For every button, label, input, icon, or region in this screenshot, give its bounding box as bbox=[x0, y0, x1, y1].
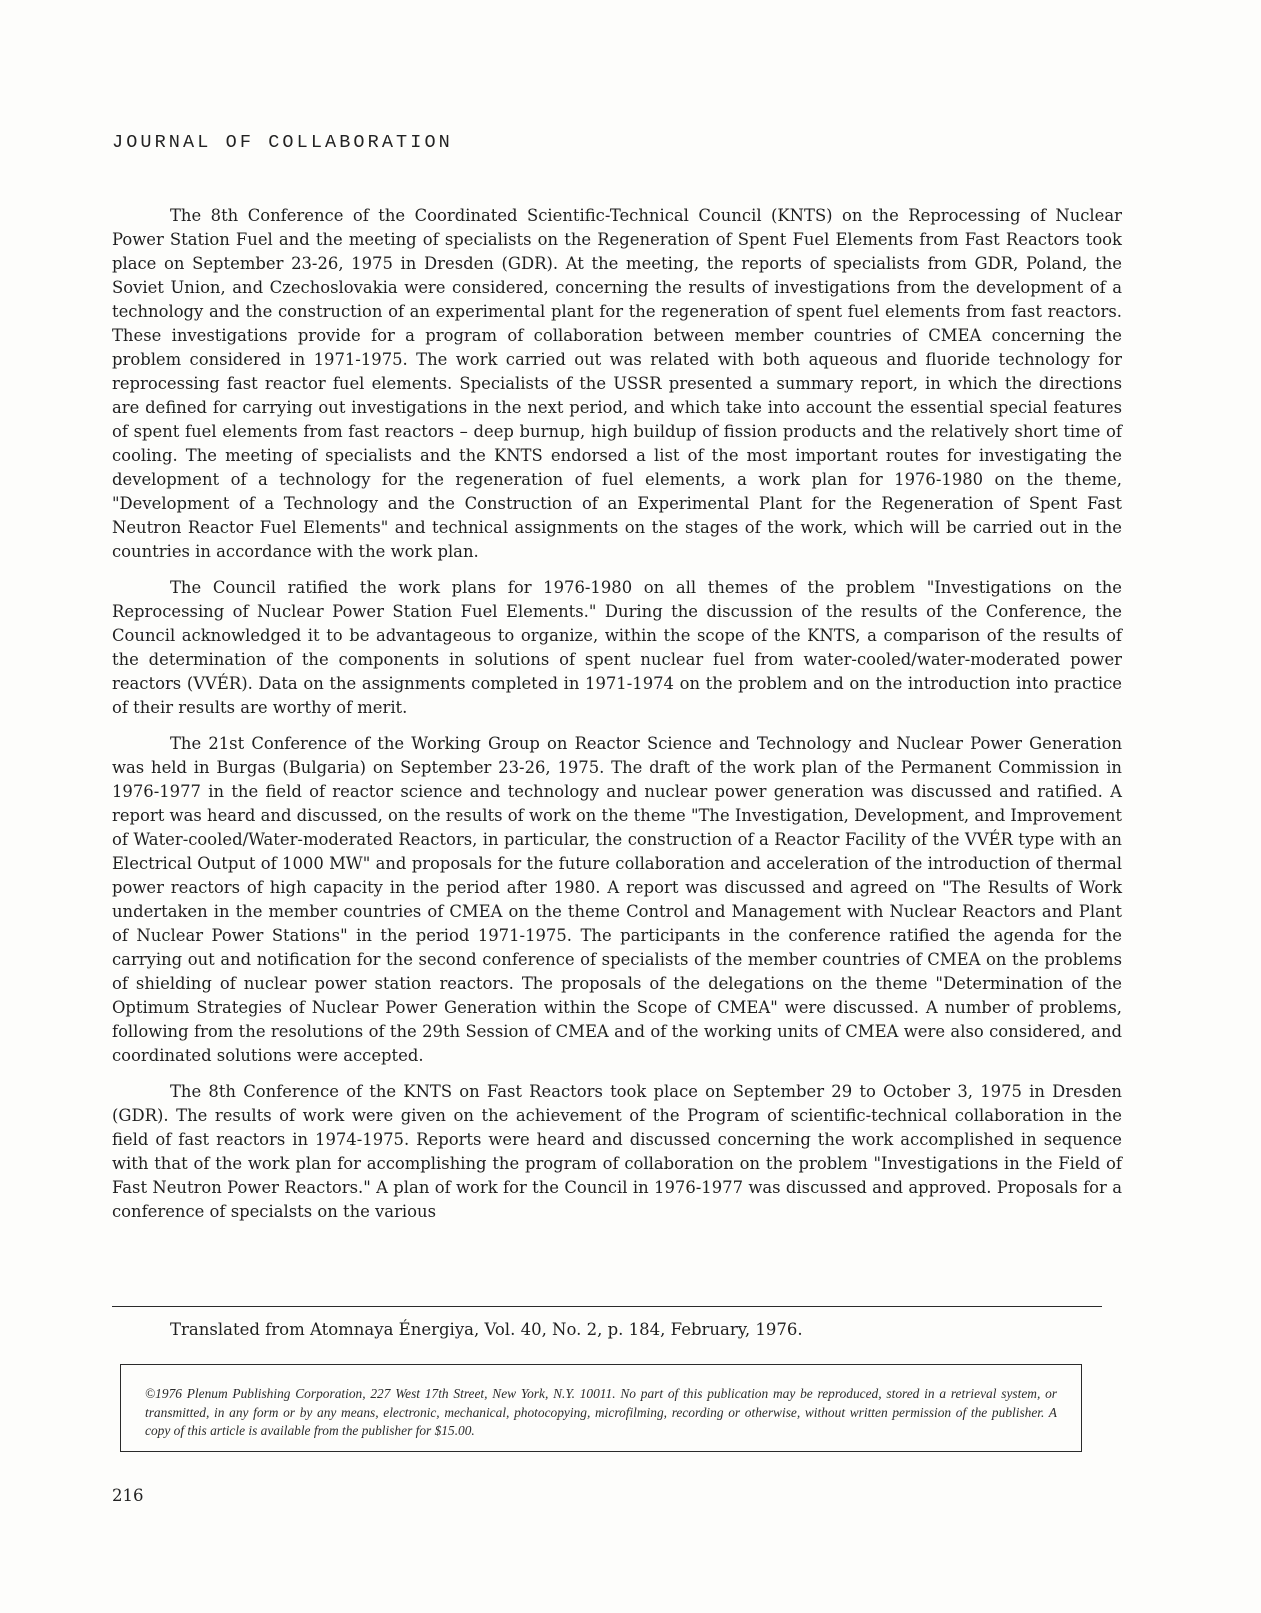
journal-section-title: JOURNAL OF COLLABORATION bbox=[112, 132, 453, 153]
footnote-divider bbox=[112, 1306, 1102, 1307]
paragraph-fast-reactors-conference: The 8th Conference of the KNTS on Fast Reactors took place on September 29 to October 3, 1975 in Dresden (GDR). The results of work were given on the achievement of the Program of scientific-technical collaboration in the field of fast reactors in 1974-1975. Reports were heard and discussed concerning the work accomplished in sequence with that of the work plan for accomplishing the program of collaboration on the problem "Investigations in the Field of Fast Neutron Power Reactors." A plan of work for the Council in 1976-1977 was discussed and approved. Proposals for a conference of specialsts on the various bbox=[112, 1082, 1122, 1221]
translation-source-note: Translated from Atomnaya Énergiya, Vol. 40, No. 2, p. 184, February, 1976. bbox=[170, 1320, 803, 1339]
article-body bbox=[112, 204, 1122, 1236]
paragraph-council-ratification: The Council ratified the work plans for 1976-1980 on all themes of the problem "Investigations on the Reprocessing of Nuclear Power Station Fuel Elements." During the discussion of the results of the Conference, the Council acknowledged it to be advantageous to organize, within the scope of the KNTS, a comparison of the results of the determination of the components in solutions of spent nuclear fuel from water-cooled/water-moderated power reactors (VVÉR). Data on the assignments completed in 1971-1974 on the problem and on the introduction into practice of their results are worthy of merit. bbox=[112, 578, 1122, 717]
paragraph-fuel-reprocessing-conference: The 8th Conference of the Coordinated Scientific-Technical Council (KNTS) on the Reprocessing of Nuclear Power Station Fuel and the meeting of specialists on the Regeneration of Spent Fuel Elements from Fast Reactors took place on September 23-26, 1975 in Dresden (GDR). At the meeting, the reports of specialists from GDR, Poland, the Soviet Union, and Czechoslovakia were considered, concerning the results of investigations from the development of a technology and the construction of an experimental plant for the regeneration of spent fuel elements from fast reactors. These investigations provide for a program of collaboration between member countries of CMEA concerning the problem considered in 1971-1975. The work carried out was related with both aqueous and fluoride technology for reprocessing fast reactor fuel elements. Specialists of the USSR presented a summary report, in which the directions are defined for carrying out investigations in the next period, and which take into account the essential special features of spent fuel elements from fast reactors – deep burnup, high buildup of fission products and the relatively short time of cooling. The meeting of specialists and the KNTS endorsed a list of the most important routes for investigating the development of a technology for the regeneration of fuel elements, a work plan for 1976-1980 on the theme, "Development of a Technology and the Construction of an Experimental Plant for the Regeneration of Spent Fast Neutron Reactor Fuel Elements" and technical assignments on the stages of the work, which will be carried out in the countries in accordance with the work plan. bbox=[112, 206, 1122, 561]
paragraph-working-group-conference: The 21st Conference of the Working Group on Reactor Science and Technology and Nuclear Power Generation was held in Burgas (Bulgaria) on September 23-26, 1975. The draft of the work plan of the Permanent Commission in 1976-1977 in the field of reactor science and technology and nuclear power generation was discussed and ratified. A report was heard and discussed, on the results of work on the theme "The Investigation, Development, and Improvement of Water-cooled/Water-moderated Reactors, in particular, the construction of a Reactor Facility of the VVÉR type with an Electrical Output of 1000 MW" and proposals for the future collaboration and acceleration of the introduction of thermal power reactors of high capacity in the period after 1980. A report was discussed and agreed on "The Results of Work undertaken in the member countries of CMEA on the theme Control and Management with Nuclear Reactors and Plant of Nuclear Power Stations" in the period 1971-1975. The participants in the conference ratified the agenda for the carrying out and notification for the second conference of specialists of the member countries of CMEA on the problems of shielding of nuclear power station reactors. The proposals of the delegations on the theme "Determination of the Optimum Strategies of Nuclear Power Generation within the Scope of CMEA" were discussed. A number of problems, following from the resolutions of the 29th Session of CMEA and of the working units of CMEA were also considered, and coordinated solutions were accepted. bbox=[112, 734, 1122, 1065]
copyright-box bbox=[120, 1364, 1082, 1452]
page-number: 216 bbox=[112, 1486, 144, 1505]
copyright-notice: ©1976 Plenum Publishing Corporation, 227 West 17th Street, New York, N.Y. 10011. No part of this publication may be reproduced, stored in a retrieval system, or transmitted, in any form or by any means, electronic, mechanical, photocopying, microfilming, recording or otherwise, without written permission of the publisher. A copy of this article is available from the publisher for $15.00. bbox=[145, 1386, 1057, 1438]
